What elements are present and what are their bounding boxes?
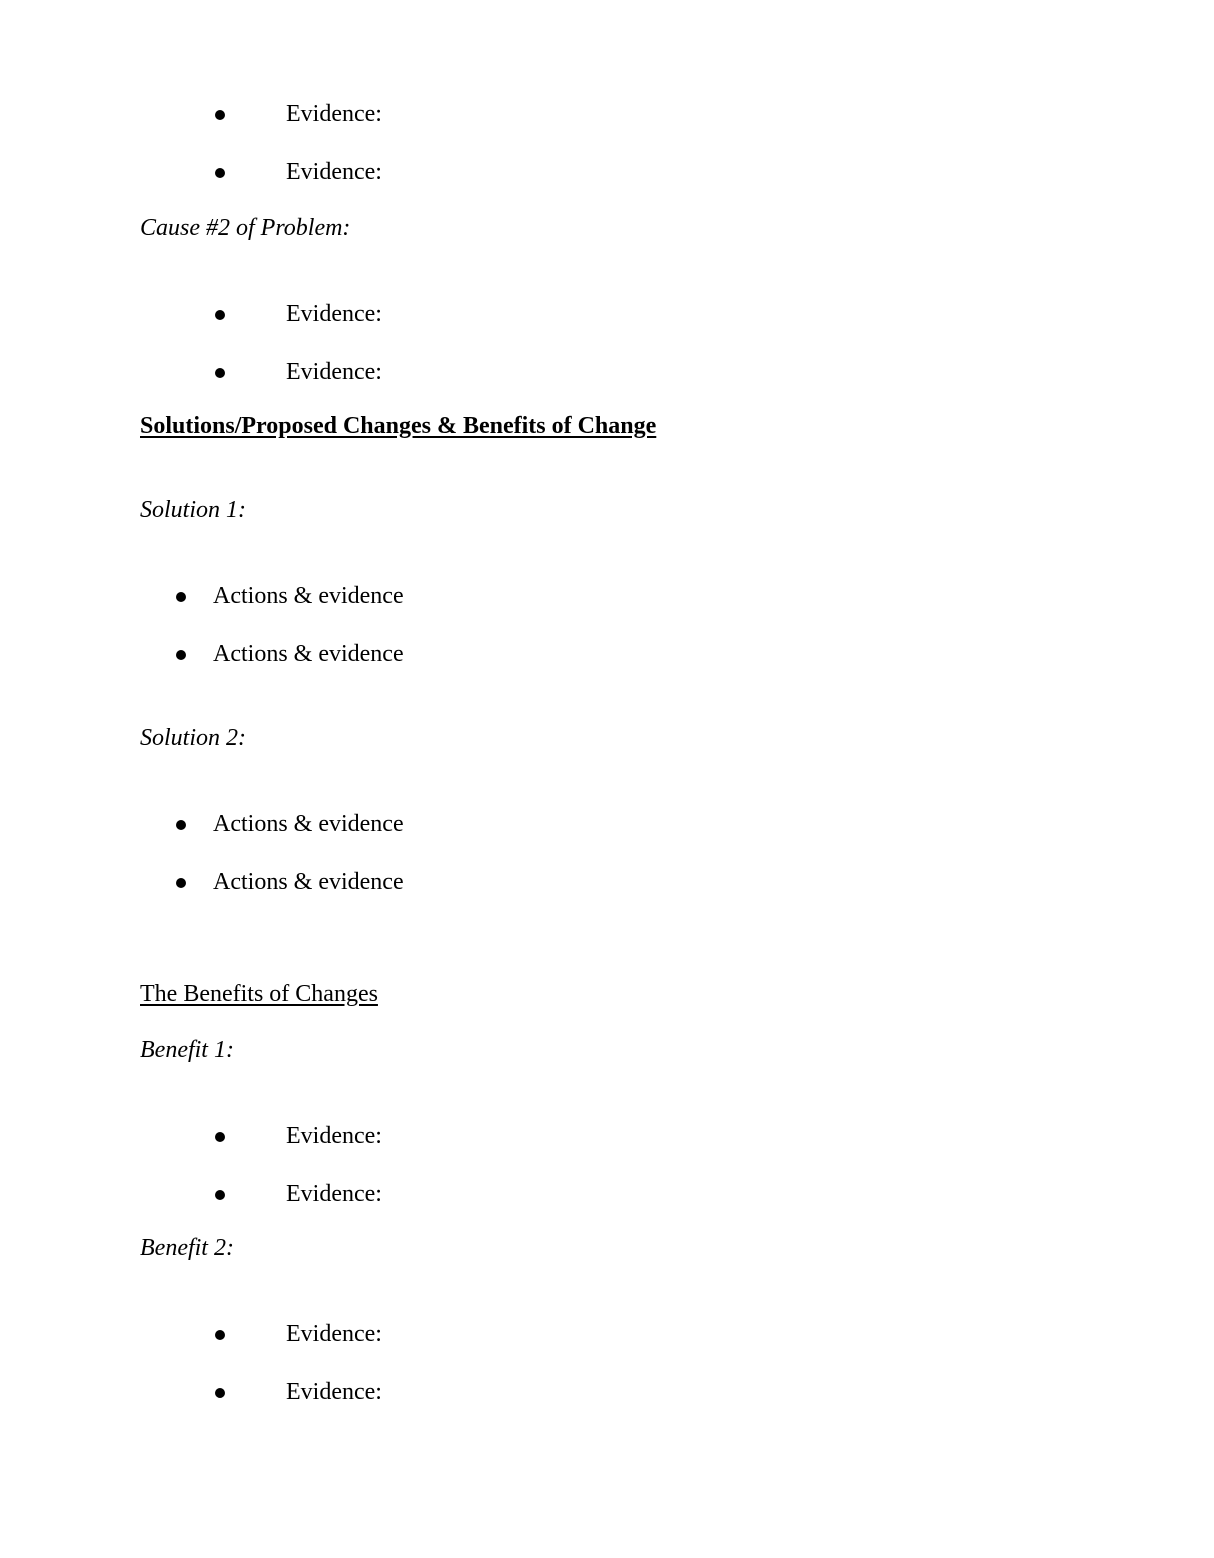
cause1-evidence-2: Evidence: xyxy=(286,159,382,185)
bullet-icon xyxy=(215,368,225,378)
bullet-icon xyxy=(215,110,225,120)
solution2-item-1: Actions & evidence xyxy=(213,811,404,837)
cause2-label: Cause #2 of Problem: xyxy=(140,215,351,241)
benefit1-evidence-2: Evidence: xyxy=(286,1181,382,1207)
bullet-icon xyxy=(215,1132,225,1142)
benefit2-evidence-2: Evidence: xyxy=(286,1379,382,1405)
solution1-item-2: Actions & evidence xyxy=(213,641,404,667)
solution1-item-1: Actions & evidence xyxy=(213,583,404,609)
bullet-icon xyxy=(215,310,225,320)
benefit1-label: Benefit 1: xyxy=(140,1037,234,1063)
solutions-heading: Solutions/Proposed Changes & Benefits of Change xyxy=(140,413,657,439)
benefit2-label: Benefit 2: xyxy=(140,1235,234,1261)
bullet-icon xyxy=(176,592,186,602)
bullet-icon xyxy=(215,1330,225,1340)
benefits-heading: The Benefits of Changes xyxy=(140,981,378,1007)
solution2-label: Solution 2: xyxy=(140,725,246,751)
cause2-evidence-2: Evidence: xyxy=(286,359,382,385)
benefit2-evidence-1: Evidence: xyxy=(286,1321,382,1347)
bullet-icon xyxy=(176,878,186,888)
bullet-icon xyxy=(215,168,225,178)
bullet-icon xyxy=(215,1190,225,1200)
solution1-label: Solution 1: xyxy=(140,497,246,523)
cause2-evidence-1: Evidence: xyxy=(286,301,382,327)
bullet-icon xyxy=(176,650,186,660)
bullet-icon xyxy=(176,820,186,830)
bullet-icon xyxy=(215,1388,225,1398)
solution2-item-2: Actions & evidence xyxy=(213,869,404,895)
cause1-evidence-1: Evidence: xyxy=(286,101,382,127)
benefit1-evidence-1: Evidence: xyxy=(286,1123,382,1149)
